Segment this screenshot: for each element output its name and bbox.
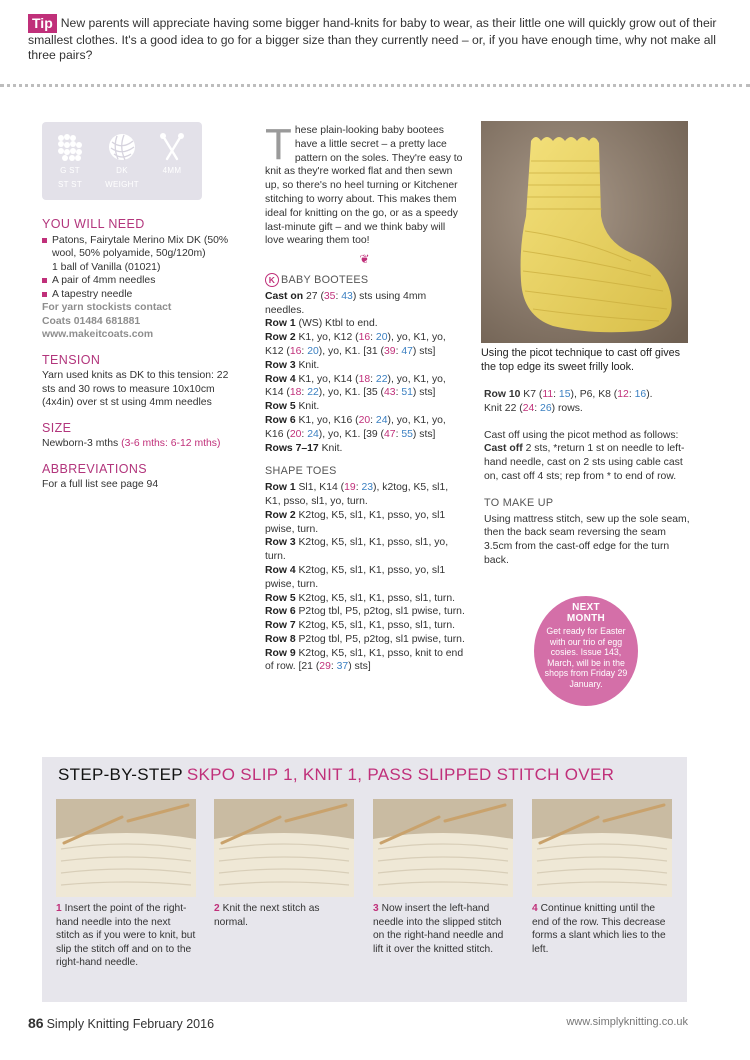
row-text: P2tog tbl, P5, p2tog, sl1 pwise, turn. (298, 633, 465, 645)
step-by-step-panel (42, 757, 687, 1002)
bootees-heading (265, 273, 465, 288)
step-number: 3 (373, 903, 379, 914)
abbreviations-heading: ABBREVIATIONS (42, 461, 147, 476)
size-main: Newborn-3 mths (42, 438, 119, 449)
abbreviations-text: For a full list see page 94 (42, 479, 159, 490)
row-text: Sl1, K14 (19: 23), k2tog, K5, sl1, K1, psso, sl1, yo, turn. (265, 482, 449, 507)
row-text: K2tog, K5, sl1, K1, psso, knit to end of row. [21 (29: 37) sts] (265, 647, 464, 673)
pattern-row (265, 633, 465, 647)
tension-text: Yarn used knits as DK to this tension: 22 sts and 30 rows to measure 10x10cm (4x4in) over st st using 4mm needles (42, 370, 229, 408)
row-text: Knit. (321, 442, 343, 454)
castoff-label: Cast off (484, 443, 523, 455)
footer-left (28, 1015, 214, 1031)
tip-badge: Tip (28, 14, 57, 33)
pattern-row (265, 373, 465, 401)
next-month-title: NEXT (572, 602, 600, 613)
step-description: Now insert the left-hand needle into the slipped stitch on the right-hand needle and lift it over the knitted stitch. (373, 903, 504, 955)
yarn-weight-info (102, 132, 142, 190)
size-alt: (3-6 mths: 6-12 mths) (121, 438, 221, 449)
make-up-text: Using mattress stitch, sew up the sole seam, then the back seam reversing the seam 3.5cm from the cast-off edge for the turn back. (484, 513, 690, 566)
pattern-row (265, 592, 465, 606)
needles-item: A pair of 4mm needles (42, 274, 242, 288)
row-text: K2tog, K5, sl1, K1, psso, yo, sl1 pwise, turn. (265, 564, 446, 590)
photo-caption: Using the picot technique to cast off gives the top edge its sweet frilly look. (481, 347, 681, 373)
row-text: (WS) Ktbl to end. (298, 318, 378, 330)
knitting-needles-image (532, 799, 672, 897)
row-label: Row 8 (265, 633, 296, 645)
tapestry-item: A tapestry needle (42, 288, 242, 302)
garter-stitch-icon (55, 132, 85, 162)
you-will-need-heading: YOU WILL NEED (42, 217, 145, 231)
row-text: K7 (11: 15), P6, K8 (12: 16). (523, 389, 653, 400)
icon-label: 4MM (162, 166, 182, 175)
row-label: Row 3 (265, 359, 296, 371)
row-label: Row 9 (265, 647, 296, 659)
step-photo (373, 799, 513, 897)
row-label: Row 4 (265, 373, 296, 385)
row-label: Rows 7–17 (265, 442, 319, 454)
castoff-text: 2 sts, *return 1 st on needle to left-hand needle, cast on 2 sts using cable cast on, cast off 4 sts; rep from * to end of row. (484, 443, 685, 482)
row-label: Row 6 (265, 414, 296, 426)
needles-icon (157, 132, 187, 162)
row-label: Cast on (265, 290, 304, 302)
row-label: Row 2 (265, 509, 296, 521)
knit-rows: Knit 22 (24: 26) rows. (484, 402, 583, 414)
tension-heading: TENSION (42, 352, 101, 367)
bootee-image (481, 121, 688, 343)
footer-url[interactable]: www.simplyknitting.co.uk (566, 1016, 688, 1028)
row-label: Row 5 (265, 401, 296, 413)
row-text: K1, yo, K12 (16: 20), yo, K1, yo, K12 (16: 20), yo, K1. [31 (39: 47) sts] (265, 332, 446, 357)
row-label: Row 2 (265, 332, 296, 344)
next-month-badge (534, 596, 638, 706)
dotted-divider (0, 84, 750, 87)
step-photo (214, 799, 354, 897)
step-1 (56, 799, 196, 970)
row-10 (484, 388, 692, 416)
right-column (484, 388, 692, 568)
step-3 (373, 799, 513, 956)
bootees-heading-text: BABY BOOTEES (281, 273, 369, 286)
row-text: K1, yo, K14 (18: 22), yo, K1, yo, K14 (18: 22), yo, K1. [35 (43: 51) sts] (265, 373, 446, 399)
needle-size-info (152, 132, 192, 180)
step-photo (56, 799, 196, 897)
pattern-row (265, 481, 465, 509)
pattern-row (265, 331, 465, 359)
icon-label: ST ST (57, 180, 83, 189)
stockists-website[interactable]: www.makeitcoats.com (42, 329, 154, 340)
pattern-row (265, 317, 465, 331)
icon-label: WEIGHT (105, 180, 139, 189)
icon-label: DK (116, 166, 128, 175)
step-number: 4 (532, 903, 538, 914)
intro-paragraph (265, 120, 465, 248)
garter-stitch-info (50, 132, 90, 190)
row-text: 27 (35: 43) sts using 4mm needles. (265, 290, 427, 316)
row-label: Row 3 (265, 537, 296, 549)
row-text: K2tog, K5, sl1, K1, psso, yo, sl1 pwise, turn. (265, 509, 446, 535)
pattern-row (265, 647, 465, 675)
tip-box (28, 14, 718, 63)
bootees-rows (265, 290, 465, 456)
castoff-intro: Cast off using the picot method as follows: (484, 429, 679, 441)
row-label: Row 5 (265, 592, 296, 604)
sidebar-info (42, 218, 242, 492)
ornament-divider: ❦ (359, 252, 371, 267)
tip-text: New parents will appreciate having some bigger hand-knits for baby to wear, as their little one will quickly grow out of their smallest clothes. It's a good idea to go for a bigger size than they currently need – or, if you have enough time, why not make all three pairs? (28, 16, 717, 62)
size-heading: SIZE (42, 420, 72, 435)
pattern-column (265, 120, 465, 674)
pattern-row (265, 414, 465, 442)
step-description: Continue knitting until the end of the row. This decrease forms a slant which lies to the left. (532, 903, 666, 955)
pattern-row (265, 359, 465, 373)
step-description: Knit the next stitch as normal. (214, 903, 320, 928)
next-month-text: Get ready for Easter with our trio of egg cosies. Issue 143, March, will be in the shops from Friday 29 January. (544, 626, 628, 689)
pattern-row (265, 509, 465, 537)
row-text: K2tog, K5, sl1, K1, psso, sl1, turn. (298, 592, 456, 604)
shape-toes-heading: SHAPE TOES (265, 465, 337, 478)
step-text (373, 902, 513, 956)
row-text: K2tog, K5, sl1, K1, psso, sl1, turn. (298, 620, 456, 632)
row-text: K2tog, K5, sl1, K1, psso, sl1, yo, turn. (265, 537, 449, 563)
make-up-heading: TO MAKE UP (484, 496, 554, 509)
stockists-line: For yarn stockists contact (42, 302, 172, 313)
pattern-row (265, 605, 465, 619)
step-text (532, 902, 672, 956)
row-text: Knit. (298, 401, 320, 413)
pattern-row (265, 400, 465, 414)
row-text: Knit. (298, 359, 320, 371)
row-label: Row 6 (265, 606, 296, 618)
row-label: Row 10 (484, 389, 521, 400)
drop-cap: T (265, 120, 292, 169)
knitting-needles-image (56, 799, 196, 897)
pattern-info-icons (42, 122, 202, 200)
step-text (214, 902, 354, 929)
shape-toes-rows (265, 481, 465, 674)
size-text (42, 437, 242, 451)
step-number: 2 (214, 903, 220, 914)
row-text: P2tog tbl, P5, p2tog, sl1 pwise, turn. (298, 606, 465, 618)
next-month-title-2: MONTH (566, 613, 606, 624)
magazine-title: Simply Knitting February 2016 (46, 1017, 215, 1031)
knitting-needles-image (373, 799, 513, 897)
pattern-row (265, 564, 465, 592)
step-4 (532, 799, 672, 956)
page-number: 86 (28, 1015, 44, 1031)
sbs-title-sub: SKPO SLIP 1, KNIT 1, PASS SLIPPED STITCH OVER (186, 765, 615, 784)
row-text: K1, yo, K16 (20: 24), yo, K1, yo, K16 (20: 24), yo, K1. [39 (47: 55) sts] (265, 414, 446, 440)
pattern-row (265, 442, 465, 456)
row-label: Row 1 (265, 482, 296, 494)
step-photo (532, 799, 672, 897)
step-by-step-title (58, 765, 614, 785)
step-number: 1 (56, 903, 62, 914)
knitting-needles-image (214, 799, 354, 897)
icon-label: G ST (60, 166, 80, 175)
bootee-photo (481, 121, 688, 343)
step-2 (214, 799, 354, 929)
row-label: Row 4 (265, 564, 296, 576)
pattern-row (265, 619, 465, 633)
pattern-row (265, 536, 465, 564)
step-description: Insert the point of the right-hand needle into the next stitch as if you were to knit, but slip the stitch off and on to the right-hand needle. (56, 903, 196, 968)
step-text (56, 902, 196, 970)
pattern-row (265, 290, 465, 318)
row-label: Row 1 (265, 318, 296, 330)
yarn-amount: 1 ball of Vanilla (01021) (52, 261, 161, 273)
stockists-phone: Coats 01484 681881 (42, 315, 141, 327)
castoff-block (484, 429, 692, 484)
yarn-item: Patons, Fairytale Merino Mix DK (50% wool, 50% polyamide, 50g/120m) (42, 234, 242, 261)
row-label: Row 7 (265, 620, 296, 632)
yarn-ball-icon (107, 132, 137, 162)
intro-text: hese plain-looking baby bootees have a little secret – a pretty lace pattern on the soles. They're easy to knit as they're worked flat and then sewn up, so there's no heel turning or Kitchener stitching to worry about. This makes them ideal for knitting on the go, or as a speedy last-minute gift – and we think baby will love wearing them too! (265, 125, 463, 247)
sbs-title-main: STEP-BY-STEP (58, 765, 183, 784)
knit-badge-icon: K (265, 273, 279, 287)
